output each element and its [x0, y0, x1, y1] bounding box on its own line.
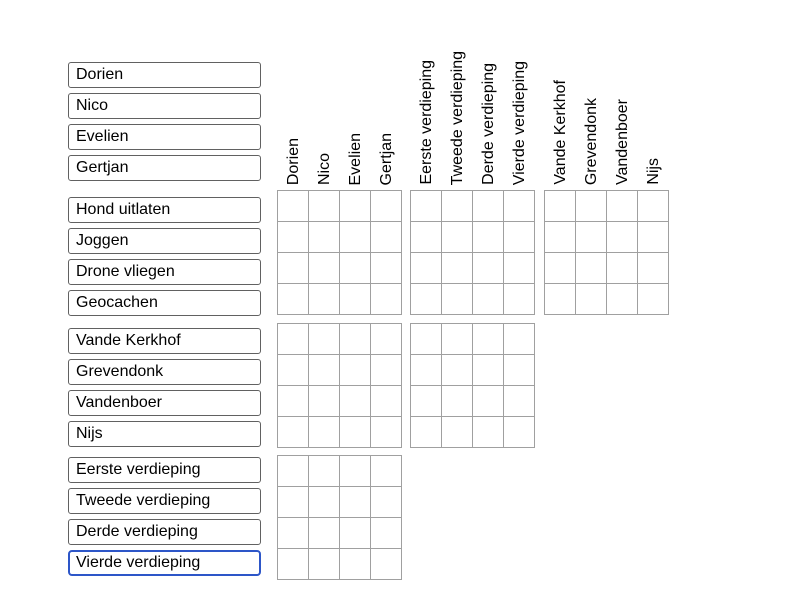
grid-cell[interactable] — [371, 284, 402, 315]
grid-cell[interactable] — [278, 253, 309, 284]
grid-cell[interactable] — [309, 518, 340, 549]
grid-cell[interactable] — [278, 386, 309, 417]
grid-cell[interactable] — [340, 417, 371, 448]
grid-cell[interactable] — [545, 284, 576, 315]
grid-cell[interactable] — [545, 253, 576, 284]
item-box-joggen[interactable]: Joggen — [68, 228, 261, 254]
grid-cell[interactable] — [576, 191, 607, 222]
grid-block-activities-x-floors — [410, 190, 535, 315]
column-header-label: Eerste verdieping — [417, 60, 435, 185]
item-box-derde-verdieping[interactable]: Derde verdieping — [68, 519, 261, 545]
item-box-eerste-verdieping[interactable]: Eerste verdieping — [68, 457, 261, 483]
grid-cell[interactable] — [371, 549, 402, 580]
grid-cell[interactable] — [278, 284, 309, 315]
grid-cell[interactable] — [309, 456, 340, 487]
grid-cell[interactable] — [371, 487, 402, 518]
grid-block-activities-x-first-names — [277, 190, 402, 315]
grid-cell[interactable] — [371, 386, 402, 417]
column-header-dorien — [278, 0, 309, 185]
item-box-nico[interactable]: Nico — [68, 93, 261, 119]
grid-cell[interactable] — [309, 549, 340, 580]
grid-cell[interactable] — [309, 487, 340, 518]
grid-cell[interactable] — [371, 191, 402, 222]
grid-cell[interactable] — [340, 324, 371, 355]
column-header-group-first-names — [278, 0, 402, 185]
grid-cell[interactable] — [340, 355, 371, 386]
column-header-label: Vande Kerkhof — [551, 80, 569, 185]
item-box-tweede-verdieping[interactable]: Tweede verdieping — [68, 488, 261, 514]
grid-cell[interactable] — [278, 549, 309, 580]
grid-cell[interactable] — [473, 191, 504, 222]
grid-cell[interactable] — [309, 355, 340, 386]
item-box-hond-uitlaten[interactable]: Hond uitlaten — [68, 197, 261, 223]
column-header-label: Tweede verdieping — [448, 50, 466, 185]
grid-cell[interactable] — [411, 324, 442, 355]
grid-cell[interactable] — [442, 284, 473, 315]
grid-cell[interactable] — [607, 253, 638, 284]
grid-cell[interactable] — [278, 355, 309, 386]
grid-cell[interactable] — [411, 253, 442, 284]
grid-cell[interactable] — [638, 191, 669, 222]
item-box-drone-vliegen[interactable]: Drone vliegen — [68, 259, 261, 285]
grid-cell[interactable] — [371, 417, 402, 448]
grid-cell[interactable] — [340, 253, 371, 284]
grid-block-activities-x-last-names — [544, 190, 669, 315]
item-box-nijs[interactable]: Nijs — [68, 421, 261, 447]
column-header-group-floors — [411, 0, 535, 185]
grid-cell[interactable] — [340, 549, 371, 580]
grid-cell[interactable] — [504, 324, 535, 355]
grid-cell[interactable] — [442, 191, 473, 222]
grid-cell[interactable] — [309, 253, 340, 284]
grid-cell[interactable] — [473, 386, 504, 417]
grid-cell[interactable] — [473, 222, 504, 253]
grid-cell[interactable] — [442, 324, 473, 355]
grid-cell[interactable] — [411, 191, 442, 222]
grid-cell[interactable] — [576, 284, 607, 315]
grid-cell[interactable] — [309, 284, 340, 315]
grid-cell[interactable] — [576, 222, 607, 253]
grid-cell[interactable] — [576, 253, 607, 284]
grid-cell[interactable] — [504, 191, 535, 222]
grid-cell[interactable] — [504, 386, 535, 417]
grid-cell[interactable] — [278, 518, 309, 549]
column-header-eerste-verdieping — [411, 0, 442, 185]
grid-cell[interactable] — [309, 191, 340, 222]
grid-cell[interactable] — [473, 417, 504, 448]
column-header-grevendonk — [576, 0, 607, 185]
item-box-vandenboer[interactable]: Vandenboer — [68, 390, 261, 416]
grid-cell[interactable] — [473, 284, 504, 315]
grid-cell[interactable] — [545, 222, 576, 253]
grid-cell[interactable] — [473, 253, 504, 284]
grid-cell[interactable] — [411, 355, 442, 386]
item-box-gertjan[interactable]: Gertjan — [68, 155, 261, 181]
column-header-derde-verdieping — [473, 0, 504, 185]
grid-block-last-names-x-first-names — [277, 323, 402, 448]
grid-cell[interactable] — [278, 222, 309, 253]
column-header-nijs — [638, 0, 669, 185]
grid-cell[interactable] — [371, 222, 402, 253]
grid-cell[interactable] — [473, 324, 504, 355]
grid-cell[interactable] — [371, 324, 402, 355]
grid-cell[interactable] — [442, 222, 473, 253]
grid-cell[interactable] — [473, 355, 504, 386]
column-header-label: Vandenboer — [613, 99, 631, 185]
grid-cell[interactable] — [545, 191, 576, 222]
grid-cell[interactable] — [371, 518, 402, 549]
column-header-label: Derde verdieping — [479, 63, 497, 185]
grid-cell[interactable] — [309, 417, 340, 448]
column-header-gertjan — [371, 0, 402, 185]
grid-cell[interactable] — [278, 417, 309, 448]
grid-cell[interactable] — [340, 386, 371, 417]
grid-cell[interactable] — [340, 518, 371, 549]
item-box-vierde-verdieping[interactable]: Vierde verdieping — [68, 550, 261, 576]
grid-cell[interactable] — [638, 284, 669, 315]
grid-cell[interactable] — [411, 222, 442, 253]
grid-cell[interactable] — [340, 456, 371, 487]
column-header-label: Dorien — [284, 137, 302, 185]
grid-cell[interactable] — [638, 222, 669, 253]
grid-cell[interactable] — [278, 191, 309, 222]
grid-cell[interactable] — [442, 417, 473, 448]
column-header-vande-kerkhof — [545, 0, 576, 185]
column-header-label: Nijs — [644, 158, 662, 185]
grid-cell[interactable] — [309, 386, 340, 417]
column-header-vierde-verdieping — [504, 0, 535, 185]
grid-cell[interactable] — [504, 284, 535, 315]
grid-cell[interactable] — [607, 284, 638, 315]
grid-cell[interactable] — [340, 222, 371, 253]
grid-cell[interactable] — [504, 355, 535, 386]
column-header-label: Nico — [315, 152, 333, 185]
column-header-tweede-verdieping — [442, 0, 473, 185]
grid-cell[interactable] — [309, 222, 340, 253]
grid-cell[interactable] — [442, 253, 473, 284]
column-header-label: Gertjan — [377, 132, 395, 185]
column-header-label: Evelien — [346, 132, 364, 185]
item-box-dorien[interactable]: Dorien — [68, 62, 261, 88]
column-header-evelien — [340, 0, 371, 185]
column-header-label: Grevendonk — [582, 97, 600, 185]
column-header-label: Vierde verdieping — [510, 60, 528, 185]
item-box-vande-kerkhof[interactable]: Vande Kerkhof — [68, 328, 261, 354]
grid-cell[interactable] — [504, 417, 535, 448]
grid-cell[interactable] — [309, 324, 340, 355]
grid-cell[interactable] — [278, 324, 309, 355]
item-box-geocachen[interactable]: Geocachen — [68, 290, 261, 316]
grid-block-last-names-x-floors — [410, 323, 535, 448]
column-header-vandenboer — [607, 0, 638, 185]
grid-cell[interactable] — [638, 253, 669, 284]
grid-cell[interactable] — [504, 253, 535, 284]
grid-cell[interactable] — [340, 191, 371, 222]
grid-cell[interactable] — [411, 284, 442, 315]
grid-cell[interactable] — [340, 487, 371, 518]
grid-cell[interactable] — [371, 456, 402, 487]
grid-block-floors-x-first-names — [277, 455, 402, 580]
item-box-grevendonk[interactable]: Grevendonk — [68, 359, 261, 385]
column-header-nico — [309, 0, 340, 185]
grid-cell[interactable] — [607, 191, 638, 222]
grid-cell[interactable] — [278, 456, 309, 487]
item-box-evelien[interactable]: Evelien — [68, 124, 261, 150]
column-header-group-last-names — [545, 0, 669, 185]
grid-cell[interactable] — [607, 222, 638, 253]
grid-cell[interactable] — [340, 284, 371, 315]
grid-cell[interactable] — [371, 253, 402, 284]
grid-cell[interactable] — [371, 355, 402, 386]
grid-cell[interactable] — [411, 386, 442, 417]
grid-cell[interactable] — [278, 487, 309, 518]
grid-cell[interactable] — [442, 386, 473, 417]
grid-cell[interactable] — [504, 222, 535, 253]
grid-cell[interactable] — [442, 355, 473, 386]
grid-cell[interactable] — [411, 417, 442, 448]
